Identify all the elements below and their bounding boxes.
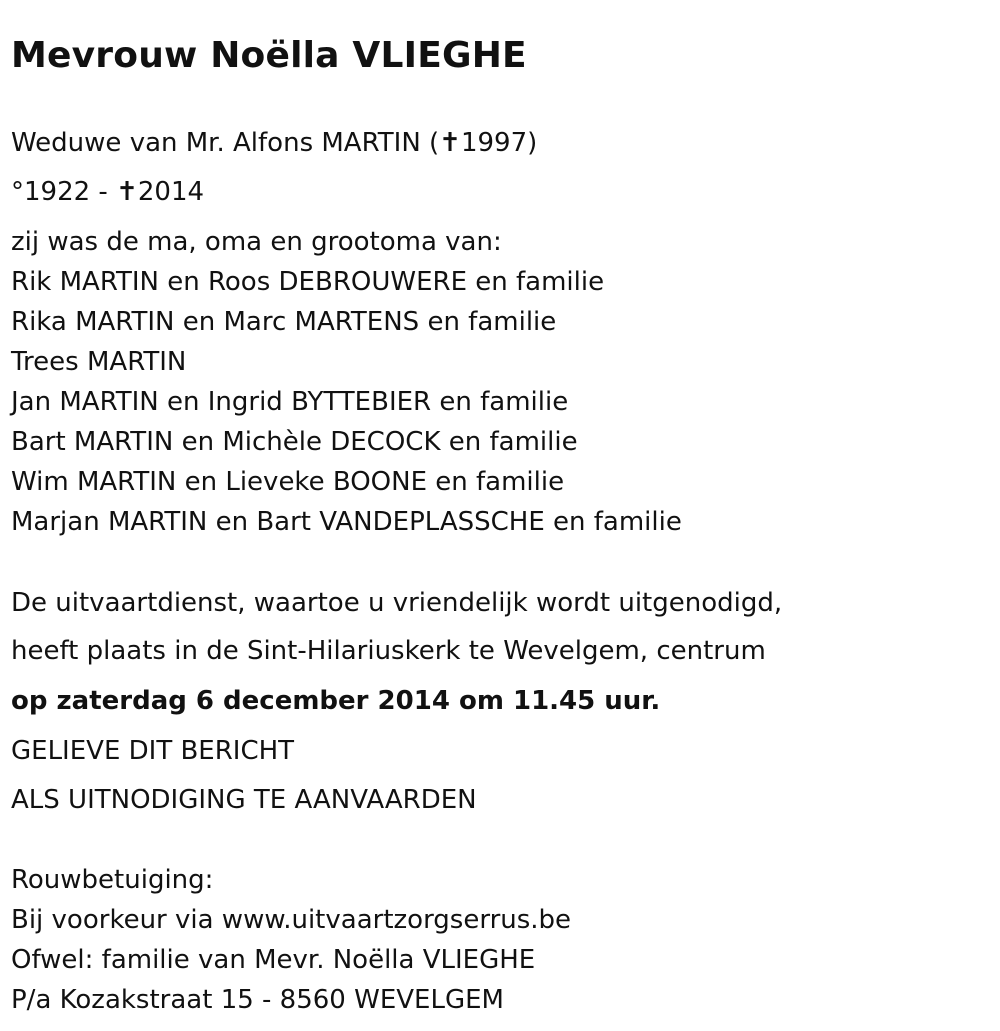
family-member: Marjan MARTIN en Bart VANDEPLASSCHE en familie [11,507,682,537]
invitation-line-2: ALS UITNODIGING TE AANVAARDEN [11,785,477,815]
invitation-line-1: GELIEVE DIT BERICHT [11,736,295,766]
family-intro: zij was de ma, oma en grootoma van: [11,227,502,257]
condolence-label: Rouwbetuiging: [11,865,214,895]
condolence-website: Bij voorkeur via www.uitvaartzorgserrus.be [11,905,572,935]
family-member: Bart MARTIN en Michèle DECOCK en familie [11,427,578,457]
family-member: Wim MARTIN en Lieveke BOONE en familie [11,467,565,497]
service-line-2: heeft plaats in de Sint-Hilariuskerk te Wevelgem, centrum [11,636,766,666]
widow-of-line: Weduwe van Mr. Alfons MARTIN (✝1997) [11,128,538,158]
condolence-address: P/a Kozakstraat 15 - 8560 WEVELGEM [11,985,504,1015]
deceased-name: Mevrouw Noëlla VLIEGHE [11,35,527,76]
family-member: Jan MARTIN en Ingrid BYTTEBIER en familie [11,387,569,417]
family-member: Trees MARTIN [11,347,187,377]
service-line-1: De uitvaartdienst, waartoe u vriendelijk wordt uitgenodigd, [11,588,783,618]
service-date: op zaterdag 6 december 2014 om 11.45 uur. [11,686,661,716]
condolence-family: Ofwel: familie van Mevr. Noëlla VLIEGHE [11,945,536,975]
family-member: Rik MARTIN en Roos DEBROUWERE en familie [11,267,605,297]
life-dates: °1922 - ✝2014 [11,177,205,207]
family-member: Rika MARTIN en Marc MARTENS en familie [11,307,557,337]
